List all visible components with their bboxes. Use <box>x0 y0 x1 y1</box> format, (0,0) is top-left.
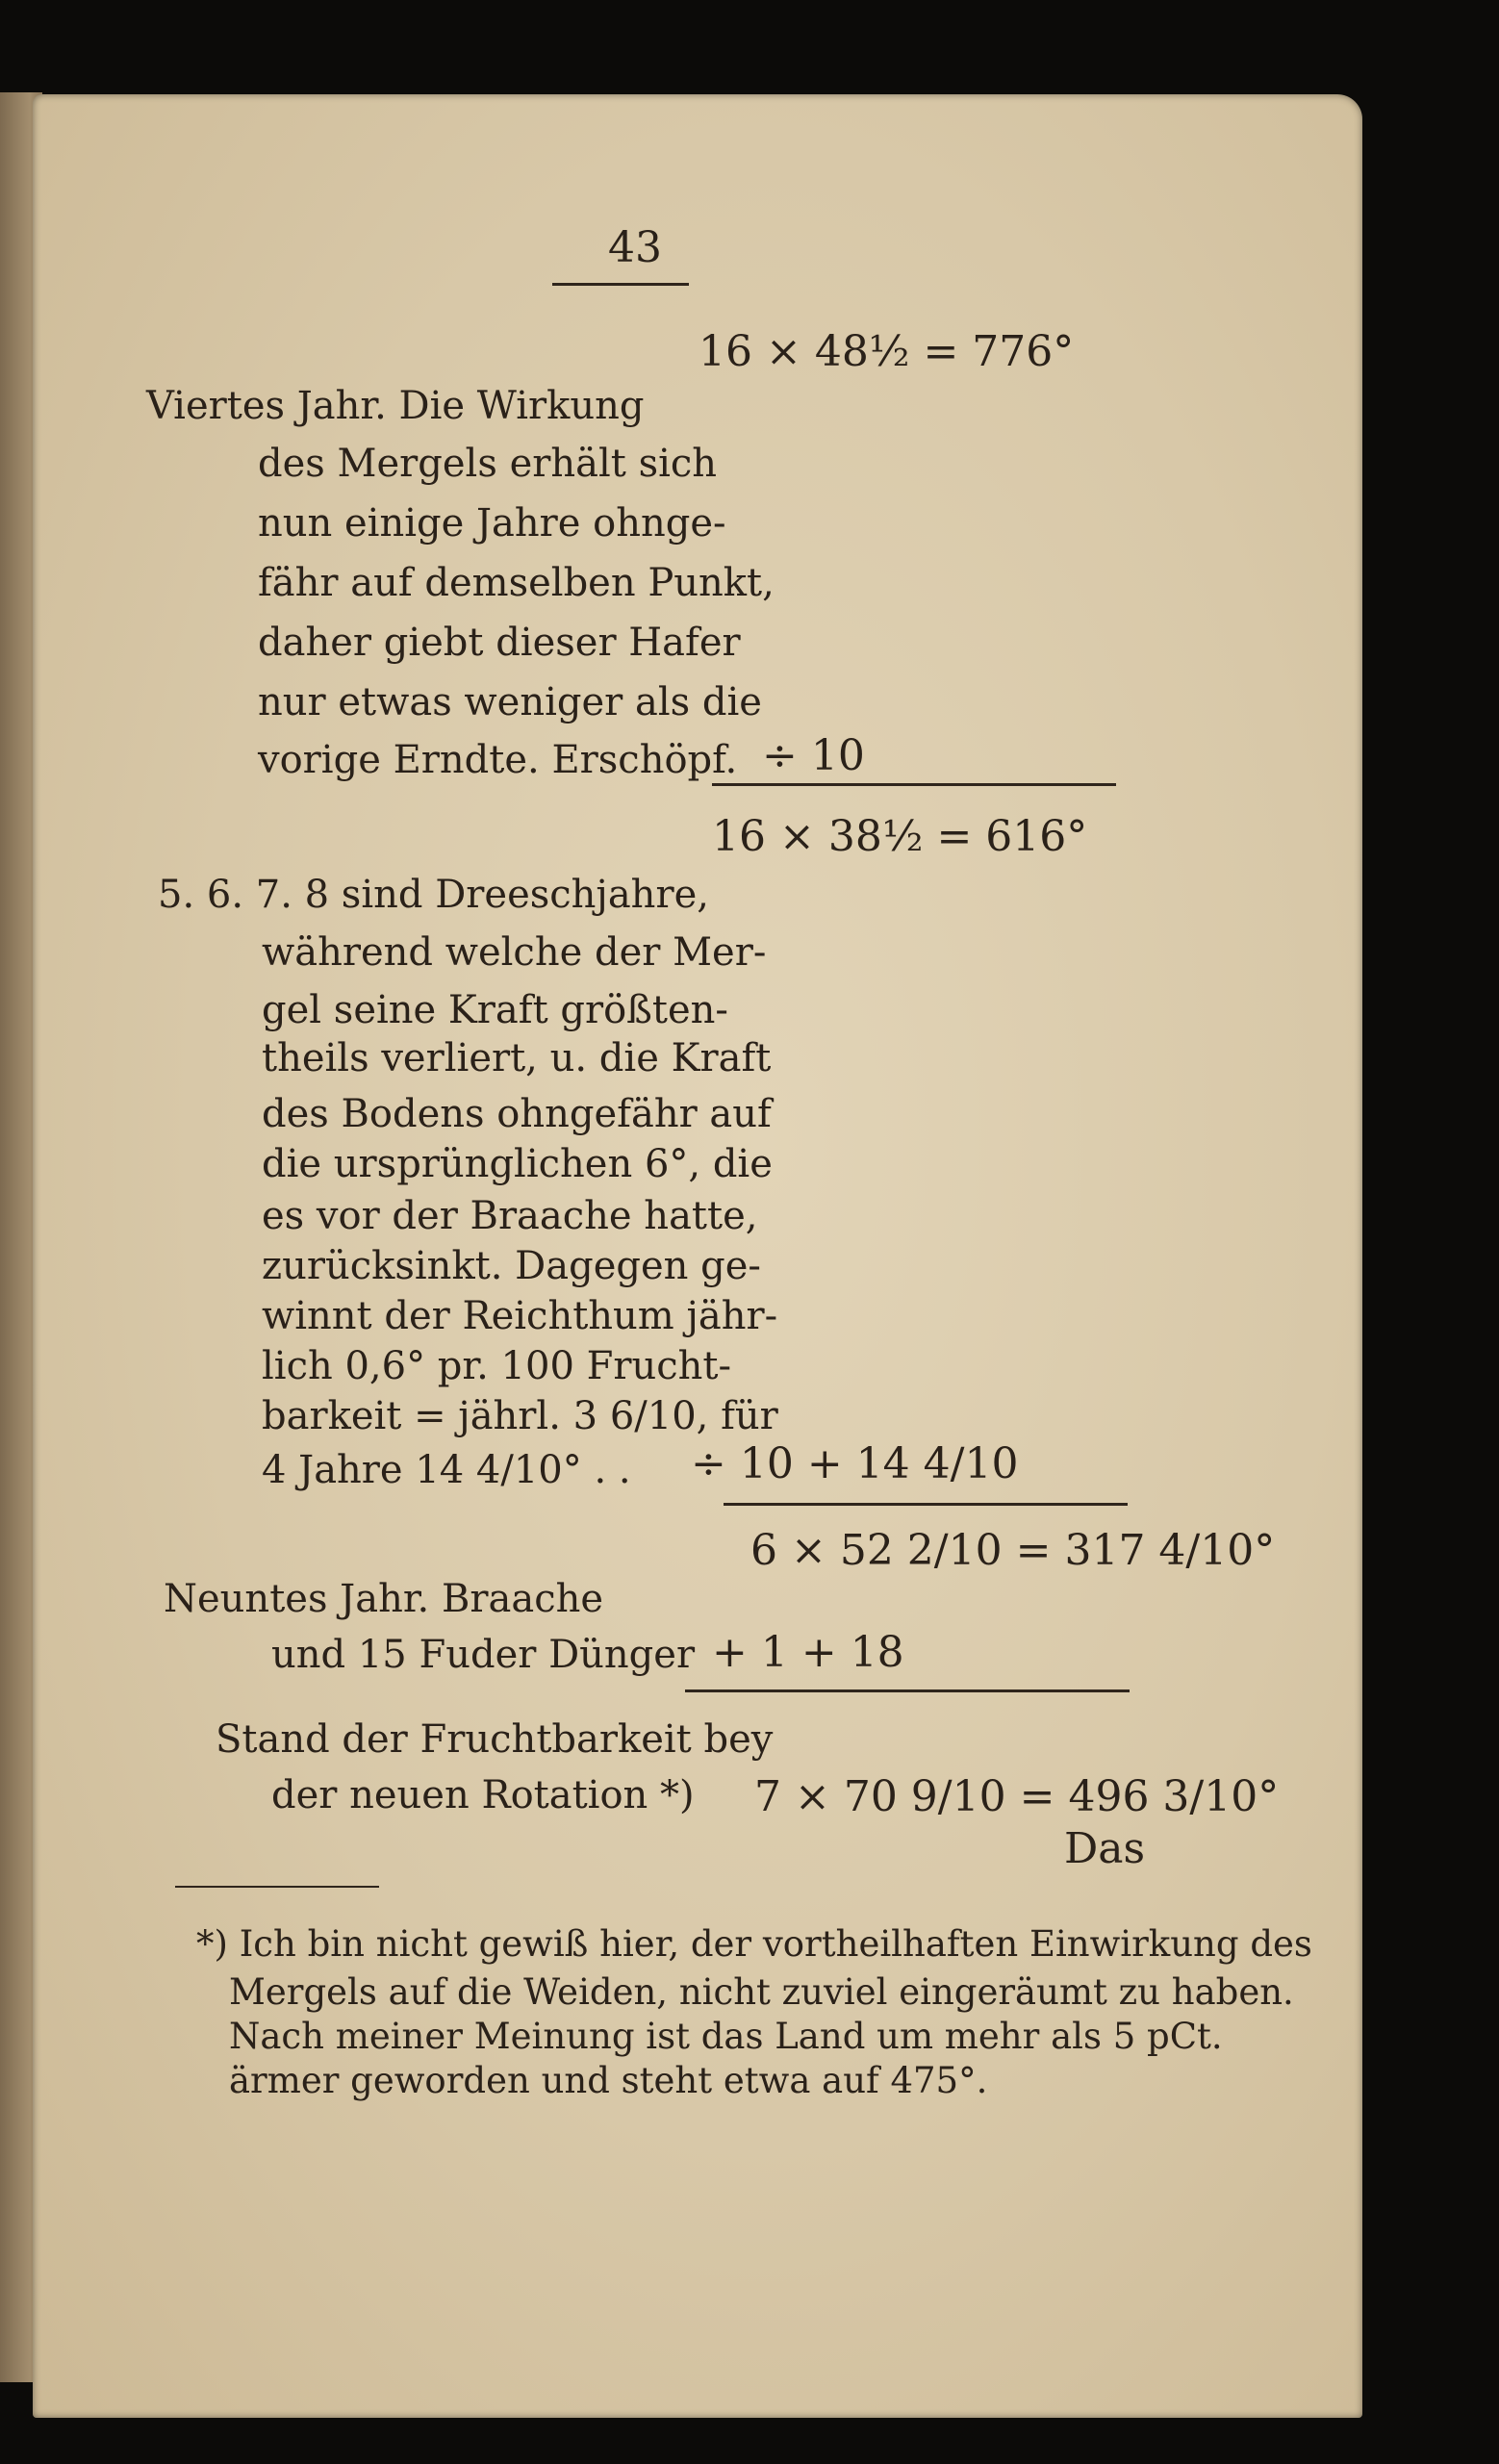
p2-line-3: gel seine Kraft größten- <box>262 988 728 1032</box>
p2-line-6: die ursprünglichen 6°, die <box>262 1142 773 1186</box>
p4-line-1: Stand der Fruchtbarkeit bey <box>216 1717 774 1762</box>
p3-line-2: und 15 Fuder Dünger <box>271 1633 696 1677</box>
calc-rule-2 <box>724 1503 1128 1506</box>
calc-rule-3 <box>685 1689 1130 1692</box>
footnote-line-1: *) Ich bin nicht gewiß hier, der vortheilhaften Einwirkung des <box>196 1923 1312 1965</box>
calc-rule-1 <box>712 783 1116 786</box>
p1-line-4: fähr auf demselben Punkt, <box>258 561 775 605</box>
calc-line-5: 6 × 52 2/10 = 317 4/10° <box>750 1526 1276 1575</box>
footnote-line-2: Mergels auf die Weiden, nicht zuviel eingeräumt zu haben. <box>229 1971 1294 2013</box>
p2-line-1: 5. 6. 7. 8 sind Dreeschjahre, <box>158 873 709 917</box>
footnote-rule <box>175 1886 379 1888</box>
p2-line-11: barkeit = jährl. 3 6/10, für <box>262 1394 778 1438</box>
calc-line-7: 7 × 70 9/10 = 496 3/10° <box>754 1772 1280 1821</box>
p2-line-7: es vor der Braache hatte, <box>262 1194 758 1238</box>
footnote-line-4: ärmer geworden und steht etwa auf 475°. <box>229 2060 988 2101</box>
p2-line-8: zurücksinkt. Dagegen ge- <box>262 1244 761 1288</box>
p1-line-7: vorige Erndte. Erschöpf. <box>258 738 738 782</box>
p1-line-5: daher giebt dieser Hafer <box>258 621 741 665</box>
page-number: 43 <box>608 223 662 272</box>
p2-line-9: winnt der Reichthum jähr- <box>262 1294 778 1338</box>
p4-line-2: der neuen Rotation *) <box>271 1773 695 1817</box>
p1-line-1: Viertes Jahr. Die Wirkung <box>146 384 645 428</box>
calc-line-1: 16 × 48½ = 776° <box>699 327 1075 376</box>
footnote-line-3: Nach meiner Meinung ist das Land um mehr als 5 pCt. <box>229 2016 1223 2057</box>
p2-line-2: während welche der Mer- <box>262 930 767 975</box>
header-rule <box>552 283 689 286</box>
p1-line-2: des Mergels erhält sich <box>258 442 718 486</box>
p2-line-4: theils verliert, u. die Kraft <box>262 1036 772 1080</box>
calc-line-2: ÷ 10 <box>762 731 865 780</box>
p2-line-10: lich 0,6° pr. 100 Frucht- <box>262 1344 732 1388</box>
p2-line-5: des Bodens ohngefähr auf <box>262 1092 772 1136</box>
catchword: Das <box>1064 1824 1146 1873</box>
p1-line-6: nur etwas weniger als die <box>258 680 762 724</box>
calc-line-6: + 1 + 18 <box>712 1628 904 1677</box>
p3-line-1: Neuntes Jahr. Braache <box>164 1577 604 1621</box>
calc-line-4: ÷ 10 + 14 4/10 <box>691 1439 1019 1488</box>
p1-line-3: nun einige Jahre ohnge- <box>258 501 726 546</box>
p2-line-12: 4 Jahre 14 4/10° . . <box>262 1448 631 1492</box>
calc-line-3: 16 × 38½ = 616° <box>712 812 1088 861</box>
